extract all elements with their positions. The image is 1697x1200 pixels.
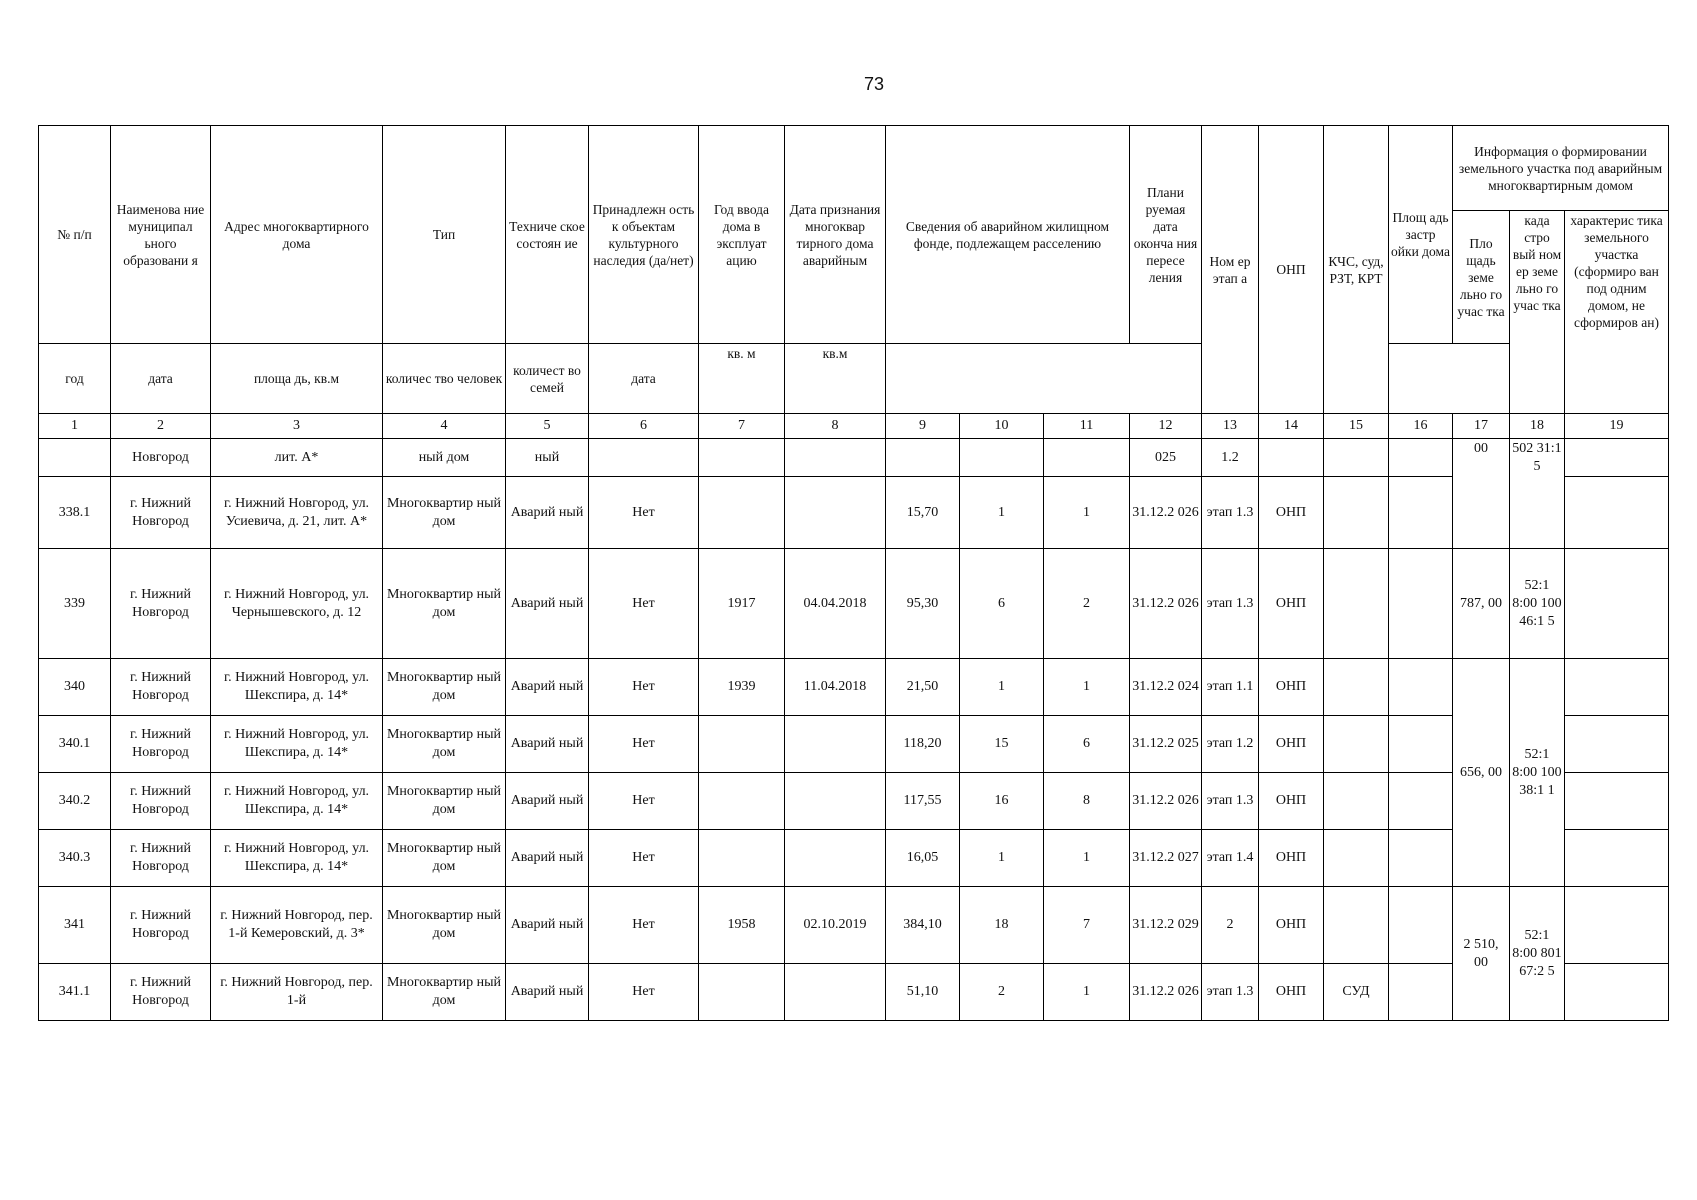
header-number: № п/п <box>39 126 111 344</box>
cell-plot-characteristic <box>1565 964 1669 1021</box>
subheader-people: количес тво человек <box>383 344 506 414</box>
cell-year <box>699 964 785 1021</box>
cell-condition: ный <box>506 439 589 477</box>
cell-heritage: Нет <box>589 477 699 549</box>
cell-area: 16,05 <box>886 830 960 887</box>
subheader-building-area-unit: кв. м <box>699 344 785 414</box>
cell-area: 117,55 <box>886 773 960 830</box>
cell-people: 1 <box>960 659 1044 716</box>
cell-families: 1 <box>1044 830 1130 887</box>
cell-area: 95,30 <box>886 549 960 659</box>
cell-heritage: Нет <box>589 716 699 773</box>
cell-heritage: Нет <box>589 830 699 887</box>
header-condition: Техниче ское состоян ие <box>506 126 589 344</box>
header-land-info: Информация о формировании земельного участка под аварийным многоквартирным домом <box>1453 126 1669 211</box>
cell-area: 15,70 <box>886 477 960 549</box>
cell-date: 11.04.2018 <box>785 659 886 716</box>
cell-address: г. Нижний Новгород, пер. 1-й <box>211 964 383 1021</box>
header-municipality: Наименова ние муниципал ьного образовани я <box>111 126 211 344</box>
cell-heritage: Нет <box>589 773 699 830</box>
cell-stage: этап 1.4 <box>1202 830 1259 887</box>
cell-type: ный дом <box>383 439 506 477</box>
header-type: Тип <box>383 126 506 344</box>
cell-cadastral: 52:1 8:00 100 38:1 1 <box>1510 659 1565 887</box>
cell-onp: ОНП <box>1259 773 1324 830</box>
cell-type: Многоквартир ный дом <box>383 659 506 716</box>
cell-condition: Аварий ный <box>506 830 589 887</box>
cell-plot-area: 00 <box>1453 439 1510 549</box>
cell-condition: Аварий ный <box>506 773 589 830</box>
cell-cadastral: 52:1 8:00 801 67:2 5 <box>1510 887 1565 1021</box>
cell-stage: этап 1.3 <box>1202 549 1259 659</box>
cell-cadastral: 52:1 8:00 100 46:1 5 <box>1510 549 1565 659</box>
column-number: 11 <box>1044 414 1130 439</box>
cell-kchs <box>1324 549 1389 659</box>
cell-condition: Аварий ный <box>506 477 589 549</box>
cell-kchs <box>1324 659 1389 716</box>
header-address: Адрес многоквартирного дома <box>211 126 383 344</box>
cell-onp: ОНП <box>1259 477 1324 549</box>
subheader-families: количест во семей <box>506 344 589 414</box>
subheader-area: площа дь, кв.м <box>211 344 383 414</box>
cell-onp: ОНП <box>1259 659 1324 716</box>
cell-people: 16 <box>960 773 1044 830</box>
cell-address: г. Нижний Новгород, ул. Шекспира, д. 14* <box>211 659 383 716</box>
column-number: 18 <box>1510 414 1565 439</box>
cell-kchs <box>1324 830 1389 887</box>
column-number: 14 <box>1259 414 1324 439</box>
cell-onp: ОНП <box>1259 549 1324 659</box>
table-row <box>39 887 1669 964</box>
cell-municipality: г. Нижний Новгород <box>111 964 211 1021</box>
cell-type: Многоквартир ный дом <box>383 549 506 659</box>
cell-condition: Аварий ный <box>506 887 589 964</box>
cell-stage: 2 <box>1202 887 1259 964</box>
header-kchs: КЧС, суд, РЗТ, КРТ <box>1324 126 1389 414</box>
cell-building-area <box>1389 964 1453 1021</box>
header-plot-area: Пло щадь земе льно го учас тка <box>1453 211 1510 344</box>
cell-plot-characteristic <box>1565 477 1669 549</box>
subheader-date: дата <box>111 344 211 414</box>
cell-families: 1 <box>1044 964 1130 1021</box>
cell-heritage: Нет <box>589 964 699 1021</box>
cell-condition: Аварий ный <box>506 716 589 773</box>
cell-date: 02.10.2019 <box>785 887 886 964</box>
cell-condition: Аварий ный <box>506 964 589 1021</box>
cell-kchs <box>1324 477 1389 549</box>
column-number: 10 <box>960 414 1044 439</box>
cell-area: 384,10 <box>886 887 960 964</box>
cell-families: 7 <box>1044 887 1130 964</box>
cell-resettle-date: 31.12.2 024 <box>1130 659 1202 716</box>
cell-plot-characteristic <box>1565 716 1669 773</box>
cell-people: 1 <box>960 477 1044 549</box>
cell-kchs <box>1324 887 1389 964</box>
cell-cadastral: 502 31:1 5 <box>1510 439 1565 549</box>
cell-people: 6 <box>960 549 1044 659</box>
column-number: 7 <box>699 414 785 439</box>
header-resettle-date: Плани руемая дата оконча ния пересе ления <box>1130 126 1202 344</box>
subheader-year: год <box>39 344 111 414</box>
column-number: 3 <box>211 414 383 439</box>
header-recognition-date: Дата признания многоквар тирного дома аварийным <box>785 126 886 344</box>
column-number: 5 <box>506 414 589 439</box>
cell-stage: этап 1.3 <box>1202 964 1259 1021</box>
cell-resettle-date: 31.12.2 027 <box>1130 830 1202 887</box>
header-onp: ОНП <box>1259 126 1324 414</box>
cell-address: лит. А* <box>211 439 383 477</box>
cell-plot-characteristic <box>1565 773 1669 830</box>
cell-number: 338.1 <box>39 477 111 549</box>
cell-type: Многоквартир ный дом <box>383 773 506 830</box>
cell-plot-characteristic <box>1565 659 1669 716</box>
cell-address: г. Нижний Новгород, ул. Усиевича, д. 21, лит. А* <box>211 477 383 549</box>
header-cadastral: када стро вый ном ер земе льно го учас тка <box>1510 211 1565 414</box>
cell-year: 1939 <box>699 659 785 716</box>
cell-kchs: СУД <box>1324 964 1389 1021</box>
cell-date <box>785 477 886 549</box>
cell-resettle-date: 31.12.2 026 <box>1130 549 1202 659</box>
cell-people: 15 <box>960 716 1044 773</box>
cell-municipality: г. Нижний Новгород <box>111 830 211 887</box>
column-number: 6 <box>589 414 699 439</box>
cell-families: 1 <box>1044 477 1130 549</box>
cell-heritage: Нет <box>589 659 699 716</box>
cell-type: Многоквартир ный дом <box>383 477 506 549</box>
cell-type: Многоквартир ный дом <box>383 716 506 773</box>
table-row <box>39 830 1669 887</box>
page-number: 73 <box>863 74 885 94</box>
cell-building-area <box>1389 716 1453 773</box>
cell-onp: ОНП <box>1259 887 1324 964</box>
cell-year: 1958 <box>699 887 785 964</box>
cell-stage: 1.2 <box>1202 439 1259 477</box>
cell-number: 340.1 <box>39 716 111 773</box>
cell-resettle-date: 31.12.2 025 <box>1130 716 1202 773</box>
cell-municipality: Новгород <box>111 439 211 477</box>
cell-onp: ОНП <box>1259 716 1324 773</box>
cell-year <box>699 716 785 773</box>
cell-kchs <box>1324 716 1389 773</box>
cell-area: 21,50 <box>886 659 960 716</box>
cell-number: 340.3 <box>39 830 111 887</box>
cell-stage: этап 1.1 <box>1202 659 1259 716</box>
cell-stage: этап 1.3 <box>1202 477 1259 549</box>
cell-resettle-date: 025 <box>1130 439 1202 477</box>
cell-number: 341.1 <box>39 964 111 1021</box>
cell-plot-characteristic <box>1565 830 1669 887</box>
column-number: 15 <box>1324 414 1389 439</box>
column-number: 12 <box>1130 414 1202 439</box>
cell-type: Многоквартир ный дом <box>383 830 506 887</box>
table-row <box>39 549 1669 659</box>
header-stage: Ном ер этап а <box>1202 126 1259 414</box>
header-heritage: Принадлежн ость к объектам культурного наследия (да/нет) <box>589 126 699 344</box>
cell-year <box>699 477 785 549</box>
cell-resettle-date: 31.12.2 029 <box>1130 887 1202 964</box>
cell-number: 340 <box>39 659 111 716</box>
cell-onp: ОНП <box>1259 964 1324 1021</box>
cell-families: 6 <box>1044 716 1130 773</box>
cell-date <box>785 964 886 1021</box>
cell-plot-area: 656, 00 <box>1453 659 1510 887</box>
cell-kchs <box>1324 773 1389 830</box>
cell-condition: Аварий ный <box>506 659 589 716</box>
cell-people: 18 <box>960 887 1044 964</box>
table-row <box>39 773 1669 830</box>
cell-heritage: Нет <box>589 887 699 964</box>
header-year: Год ввода дома в эксплуат ацию <box>699 126 785 344</box>
table-row <box>39 659 1669 716</box>
cell-plot-area: 787, 00 <box>1453 549 1510 659</box>
cell-building-area <box>1389 887 1453 964</box>
cell-date <box>785 716 886 773</box>
emergency-housing-table <box>38 125 1669 1021</box>
column-numbers-row <box>39 414 1669 439</box>
table-row-continuation <box>39 439 1669 477</box>
cell-number: 339 <box>39 549 111 659</box>
cell-address: г. Нижний Новгород, ул. Шекспира, д. 14* <box>211 773 383 830</box>
cell-onp: ОНП <box>1259 830 1324 887</box>
subheader-resettle-date: дата <box>589 344 699 414</box>
column-number: 2 <box>111 414 211 439</box>
cell-municipality: г. Нижний Новгород <box>111 549 211 659</box>
cell-municipality: г. Нижний Новгород <box>111 887 211 964</box>
cell-building-area <box>1389 830 1453 887</box>
cell-type: Многоквартир ный дом <box>383 964 506 1021</box>
column-number: 4 <box>383 414 506 439</box>
table-row <box>39 964 1669 1021</box>
column-number: 19 <box>1565 414 1669 439</box>
cell-plot-characteristic <box>1565 549 1669 659</box>
cell-date: 04.04.2018 <box>785 549 886 659</box>
cell-type: Многоквартир ный дом <box>383 887 506 964</box>
cell-municipality: г. Нижний Новгород <box>111 716 211 773</box>
header-plot-characteristic: характерис тика земельного участка (сформиро ван под одним домом, не сформиров ан) <box>1565 211 1669 414</box>
cell-number: 341 <box>39 887 111 964</box>
cell-families: 8 <box>1044 773 1130 830</box>
column-number: 9 <box>886 414 960 439</box>
cell-address: г. Нижний Новгород, ул. Чернышевского, д. 12 <box>211 549 383 659</box>
cell-municipality: г. Нижний Новгород <box>111 773 211 830</box>
cell-area: 51,10 <box>886 964 960 1021</box>
cell-area: 118,20 <box>886 716 960 773</box>
cell-building-area <box>1389 549 1453 659</box>
column-number: 1 <box>39 414 111 439</box>
cell-resettle-date: 31.12.2 026 <box>1130 964 1202 1021</box>
cell-municipality: г. Нижний Новгород <box>111 477 211 549</box>
cell-address: г. Нижний Новгород, ул. Шекспира, д. 14* <box>211 830 383 887</box>
cell-people: 1 <box>960 830 1044 887</box>
header-building-area: Площ адь застр ойки дома <box>1389 126 1453 344</box>
column-number: 17 <box>1453 414 1510 439</box>
table-row <box>39 477 1669 549</box>
cell-year: 1917 <box>699 549 785 659</box>
cell-plot-characteristic <box>1565 887 1669 964</box>
cell-building-area <box>1389 659 1453 716</box>
cell-date <box>785 773 886 830</box>
header-housing-info: Сведения об аварийном жилищном фонде, подлежащем расселению <box>886 126 1130 344</box>
cell-resettle-date: 31.12.2 026 <box>1130 477 1202 549</box>
column-number: 16 <box>1389 414 1453 439</box>
cell-stage: этап 1.2 <box>1202 716 1259 773</box>
cell-year <box>699 773 785 830</box>
cell-stage: этап 1.3 <box>1202 773 1259 830</box>
cell-families: 2 <box>1044 549 1130 659</box>
column-number: 8 <box>785 414 886 439</box>
cell-building-area <box>1389 477 1453 549</box>
cell-condition: Аварий ный <box>506 549 589 659</box>
cell-people: 2 <box>960 964 1044 1021</box>
cell-heritage: Нет <box>589 549 699 659</box>
table-row <box>39 716 1669 773</box>
cell-municipality: г. Нижний Новгород <box>111 659 211 716</box>
cell-plot-area: 2 510, 00 <box>1453 887 1510 1021</box>
cell-year <box>699 830 785 887</box>
column-number: 13 <box>1202 414 1259 439</box>
cell-number: 340.2 <box>39 773 111 830</box>
cell-families: 1 <box>1044 659 1130 716</box>
cell-address: г. Нижний Новгород, пер. 1-й Кемеровский, д. 3* <box>211 887 383 964</box>
cell-date <box>785 830 886 887</box>
cell-resettle-date: 31.12.2 026 <box>1130 773 1202 830</box>
cell-address: г. Нижний Новгород, ул. Шекспира, д. 14* <box>211 716 383 773</box>
cell-building-area <box>1389 773 1453 830</box>
subheader-plot-area-unit: кв.м <box>785 344 886 414</box>
